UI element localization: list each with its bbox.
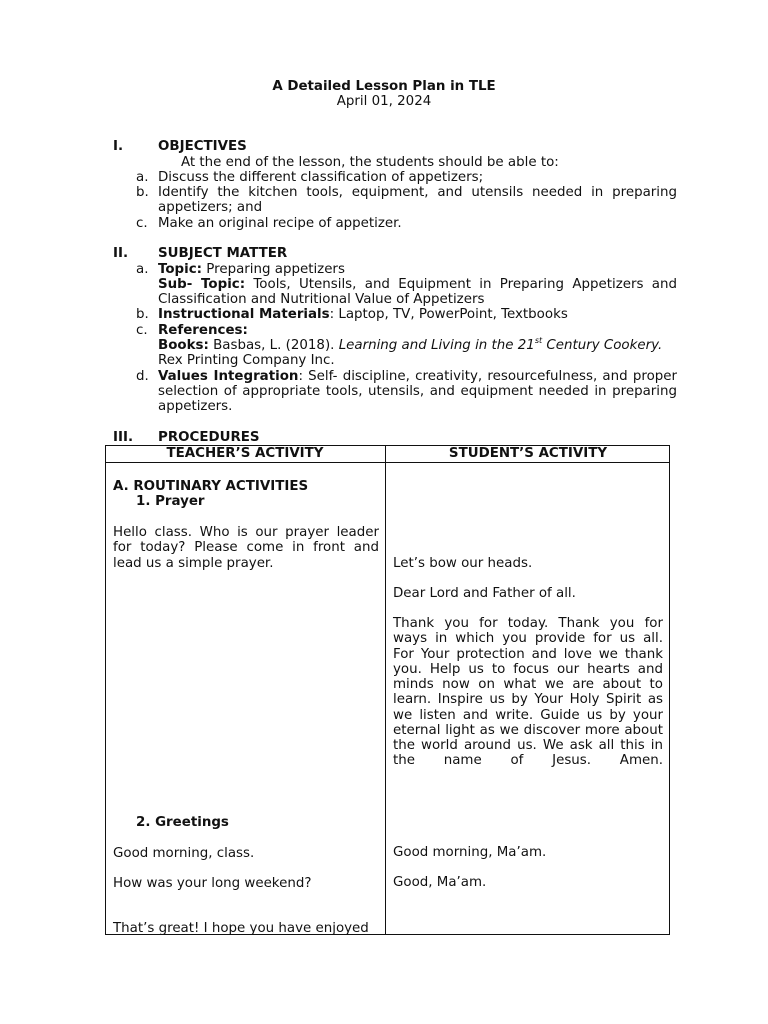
objective-item-b-line1: Identify the kitchen tools, equipment, and utensils needed in preparing: [158, 185, 677, 200]
materials-line: [158, 307, 568, 322]
student-activity-header: STUDENT’S ACTIVITY: [448, 446, 608, 461]
subtopic-value: Tools, Utensils, and Equipment in Preparing Appetizers and: [245, 277, 677, 292]
teacher-prayer-line3: lead us a simple prayer.: [113, 556, 274, 571]
objective-item-a: Discuss the different classification of appetizers;: [158, 170, 484, 185]
routinary-activities-heading: A. ROUTINARY ACTIVITIES: [113, 479, 309, 494]
student-prayer-line9: the world around us. We ask all this in: [393, 738, 663, 753]
values-line1: Values Integration: Self- discipline, creativity, resourcefulness, and proper: [158, 369, 678, 384]
student-prayer-line7: we listen and write. Guide us by your: [393, 708, 663, 723]
objectives-numeral: I.: [113, 139, 124, 154]
topic-marker: a.: [136, 262, 149, 277]
procedures-heading: PROCEDURES: [158, 430, 260, 445]
student-prayer-line2: ways in which you provide for us all.: [393, 631, 663, 646]
values-marker: d.: [136, 369, 149, 384]
values-line3: appetizers.: [158, 399, 233, 414]
prayer-heading: 1. Prayer: [136, 494, 205, 509]
student-prayer-line4: you. Help us to focus our hearts and: [393, 662, 663, 677]
document-date: April 01, 2024: [336, 94, 432, 109]
teacher-great-response: That’s great! I hope you have enjoyed: [113, 921, 369, 936]
objectives-heading: OBJECTIVES: [158, 139, 247, 154]
objective-marker-b: b.: [136, 185, 149, 200]
student-prayer-line3: For Your protection and love we thank: [393, 647, 663, 662]
materials-value: : Laptop, TV, PowerPoint, Textbooks: [329, 307, 568, 322]
materials-label: Instructional Materials: [158, 307, 330, 322]
student-greeting: Good morning, Ma’am.: [393, 845, 547, 860]
student-prayer-line1: Thank you for today. Thank you for: [393, 616, 663, 631]
references-marker: c.: [136, 323, 148, 338]
materials-marker: b.: [136, 307, 149, 322]
student-prayer-line10: the name of Jesus. Amen.: [393, 753, 663, 768]
document-title: A Detailed Lesson Plan in TLE: [272, 79, 496, 94]
teacher-greeting: Good morning, class.: [113, 846, 255, 861]
objectives-intro: At the end of the lesson, the students should be able to:: [181, 155, 559, 170]
topic-line: [158, 262, 345, 277]
subtopic-line2: Classification and Nutritional Value of Appetizers: [158, 292, 485, 307]
subtopic-line1: [158, 277, 677, 292]
student-dear-lord: Dear Lord and Father of all.: [393, 586, 576, 601]
books-title: Learning and Living in the 21st Century Cookery.: [338, 336, 663, 353]
objective-marker-c: c.: [136, 216, 148, 231]
student-prayer-line8: eternal light as we discover more about: [393, 723, 663, 738]
books-line: [158, 338, 662, 353]
objective-item-c: Make an original recipe of appetizer.: [158, 216, 402, 231]
greetings-heading: 2. Greetings: [136, 815, 229, 830]
teacher-prayer-line2: for today? Please come in front and: [113, 540, 379, 555]
student-prayer-line5: minds now on what we are about to: [393, 677, 663, 692]
subject-matter-heading: SUBJECT MATTER: [158, 246, 288, 261]
books-publisher: Rex Printing Company Inc.: [158, 353, 335, 368]
books-label: Books:: [158, 338, 209, 353]
objective-marker-a: a.: [136, 170, 149, 185]
subtopic-label: Sub- Topic:: [158, 277, 246, 292]
teacher-activity-header: TEACHER’S ACTIVITY: [166, 446, 324, 461]
references-label: References:: [158, 323, 248, 338]
values-label: Values Integration: [158, 369, 299, 384]
topic-label: Topic:: [158, 262, 203, 277]
student-weekend-answer: Good, Ma’am.: [393, 875, 487, 890]
student-bow: Let’s bow our heads.: [393, 556, 533, 571]
values-line2: selection of appropriate tools, utensils, and equipment needed in preparing: [158, 384, 677, 399]
books-author: Basbas, L. (2018).: [208, 338, 339, 353]
header-divider: [105, 462, 670, 463]
procedures-numeral: III.: [113, 430, 134, 445]
subject-matter-numeral: II.: [113, 246, 129, 261]
teacher-weekend-question: How was your long weekend?: [113, 876, 312, 891]
student-prayer-line6: learn. Inspire us by Your Holy Spirit as: [393, 692, 663, 707]
objective-item-b-line2: appetizers; and: [158, 200, 263, 215]
column-divider: [385, 445, 386, 935]
topic-value: Preparing appetizers: [202, 262, 345, 277]
teacher-prayer-line1: Hello class. Who is our prayer leader: [113, 525, 379, 540]
